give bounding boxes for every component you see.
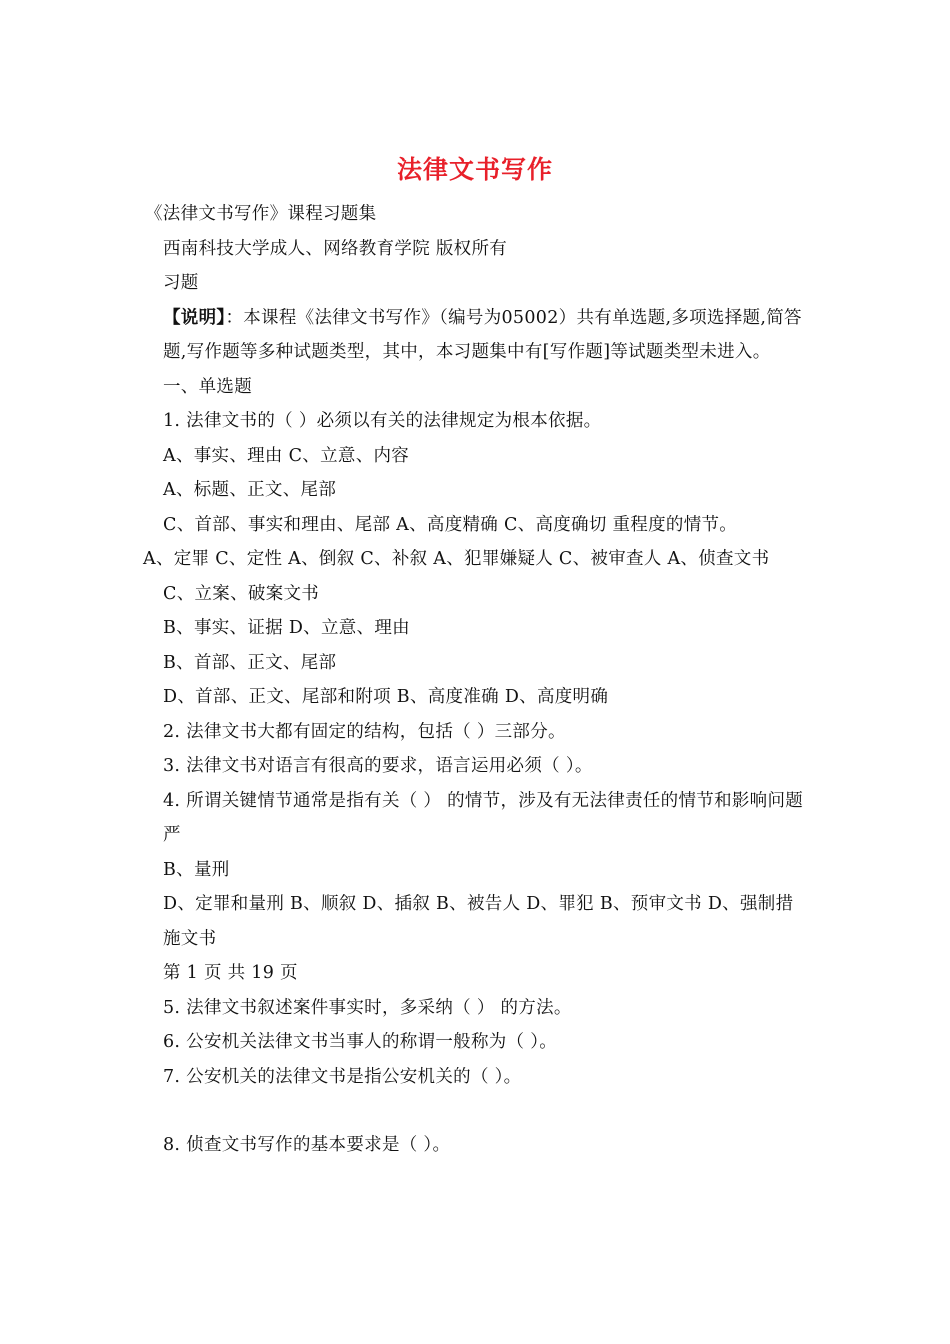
question-line: 2. 法律文书大都有固定的结构，包括（ ）三部分。 xyxy=(163,721,566,742)
note-label: 【说明】 xyxy=(163,307,226,328)
option-line: B、事实、证据 D、立意、理由 xyxy=(163,618,410,638)
document-title: 法律文书写作 xyxy=(396,155,553,184)
exercise-heading: 习题 xyxy=(163,273,199,293)
option-line: A、标题、正文、尾部 xyxy=(163,480,337,500)
option-line: D、定罪和量刑 B、顺叙 D、插叙 B、被告人 D、罪犯 B、预审文书 D、强制措施文书 xyxy=(163,894,794,949)
section-heading: 一、单选题 xyxy=(163,376,252,397)
note-paragraph xyxy=(145,301,810,370)
question-line: 5. 法律文书叙述案件事实时，多采纳（ ） 的方法。 xyxy=(163,997,572,1018)
option-line: C、立案、破案文书 xyxy=(163,583,320,604)
course-line: 《法律文书写作》课程习题集 xyxy=(145,204,377,224)
option-line: B、首部、正文、尾部 xyxy=(163,652,337,673)
question-line: 4. 所谓关键情节通常是指有关（ ） 的情节，涉及有无法律责任的情节和影响问题严 xyxy=(163,790,804,845)
option-line: A、事实、理由 C、立意、内容 xyxy=(163,445,410,466)
option-line: A、定罪 C、定性 A、倒叙 C、补叙 A、犯罪嫌疑人 C、被审查人 A、侦查文书 xyxy=(143,549,770,569)
note-text: ：本课程《法律文书写作》（编号为05002）共有单选题,多项选择题,简答题,写作题等多种试题类型，其中，本习题集中有[写作题]等试题类型未进入。 xyxy=(163,307,802,362)
copyright-line: 西南科技大学成人、网络教育学院 版权所有 xyxy=(163,238,508,259)
question-line: 8. 侦查文书写作的基本要求是（ ）。 xyxy=(163,1135,451,1155)
page-number: 第 1 页 共 19 页 xyxy=(163,963,298,983)
question-line: 6. 公安机关法律文书当事人的称谓一般称为（ ）。 xyxy=(163,1032,558,1052)
question-line: 7. 公安机关的法律文书是指公安机关的（ ）。 xyxy=(163,1066,522,1087)
option-line: C、首部、事实和理由、尾部 A、高度精确 C、高度确切 重程度的情节。 xyxy=(163,514,738,535)
question-line: 3. 法律文书对语言有很高的要求，语言运用必须（ ）。 xyxy=(163,756,593,776)
option-line: B、量刑 xyxy=(163,859,230,880)
option-line: D、首部、正文、尾部和附项 B、高度准确 D、高度明确 xyxy=(163,687,609,707)
document-body xyxy=(145,197,810,1163)
question-line: 1. 法律文书的（ ）必须以有关的法律规定为根本依据。 xyxy=(163,411,602,431)
blank-gap xyxy=(145,1094,810,1128)
